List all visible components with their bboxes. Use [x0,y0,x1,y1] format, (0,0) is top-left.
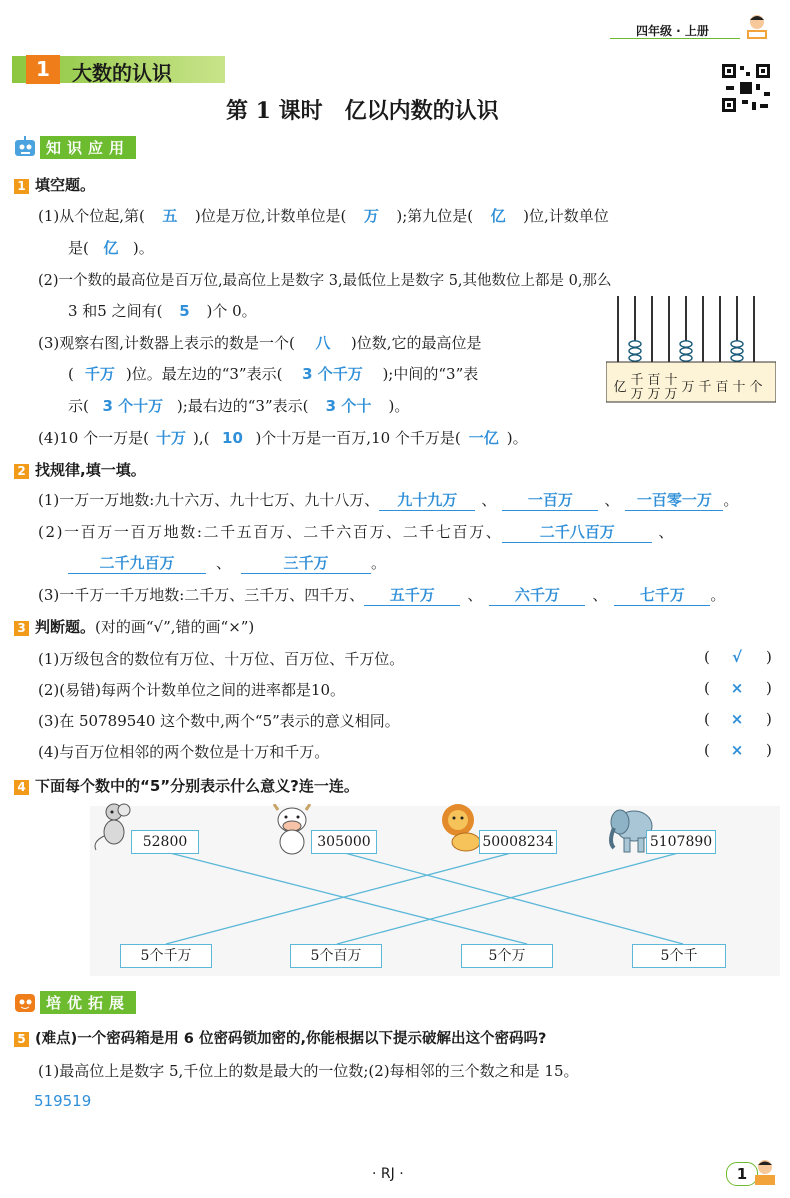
grade-label: 四年级 · 上册 [636,24,709,38]
text: 。 [371,554,387,572]
q3-hint: (对的画“√”,错的画“×”) [95,618,255,636]
judge-answer: × [730,741,744,759]
text: 、 [592,586,608,604]
text: 、 [467,586,483,604]
text: )个十万是一百万,10 个千万是( [255,429,461,447]
q2-title: 找规律,填一填。 [35,461,146,479]
abacus-place-label: 万 [681,380,695,395]
q4-title: 下面每个数中的“5”分别表示什么意义?连一连。 [35,777,359,795]
judge-text: (3)在 50789540 这个数中,两个“5”表示的意义相同。 [38,712,400,730]
reading-kid-icon [752,1158,778,1188]
section-knowledge-label: 知识应用 [40,136,136,159]
text: (3)观察右图,计数器上表示的数是一个( [38,334,295,352]
text: 、 [604,491,620,509]
cow-icon [270,804,314,856]
text: )个 0。 [206,302,257,320]
answer: 3 个千万 [302,365,363,383]
abacus-place-label: 百 [715,380,729,395]
text: ),( [192,429,210,447]
judge-answer: × [730,710,744,728]
answer-blank: 九十九万 [379,489,475,511]
text: )位数,它的最高位是 [350,334,482,352]
q5-title: (难点)一个密码箱是用 6 位密码锁加密的,你能根据以下提示破解出这个密码吗? [35,1031,547,1047]
answer-blank: 七千万 [614,584,710,606]
answer: 一亿 [468,429,499,447]
answer-blank: 五千万 [364,584,460,606]
number-box[interactable]: 52800 [131,830,199,854]
text: 。 [710,586,726,604]
q5-heading [14,1027,546,1048]
text: )位是万位,计数单位是( [194,207,347,225]
section-advanced-label: 培优拓展 [40,991,136,1014]
judge-answer: √ [731,648,742,666]
edition-label: · RJ · [372,1166,404,1182]
meaning-box[interactable]: 5个万 [461,944,553,968]
paren: ( [704,648,710,666]
abacus-place-label: 个 [749,380,763,395]
judge-text: (1)万级包含的数位有万位、十万位、百万位、千万位。 [38,650,405,668]
paren: ) [766,679,772,697]
abacus-place-label: 千万 [630,373,644,402]
text: )。 [506,429,528,447]
q5-number: 5 [14,1032,29,1047]
meaning-box[interactable]: 5个千 [632,944,726,968]
answer: 5 [179,302,190,320]
text: 。 [723,491,739,509]
mascot-icon [12,990,38,1016]
text: (3)一千万一千万地数:二千万、三千万、四千万、 [38,586,365,604]
number-box[interactable]: 50008234 [479,830,557,854]
number-box[interactable]: 5107890 [646,830,716,854]
q1-title: 填空题。 [35,176,96,194]
text: )位。最左边的“3”表示( [125,365,283,383]
text: );第九位是( [396,207,474,225]
judge-text: (2)(易错)每两个计数单位之间的进率都是10。 [38,681,346,699]
text: ( [68,365,74,383]
paren: ( [704,741,710,759]
answer-blank: 六千万 [489,584,585,606]
text: (1)一万一万地数:九十六万、九十七万、九十八万、 [38,491,380,509]
q3-number: 3 [14,621,29,636]
answer: 十万 [155,429,186,447]
paren: ( [704,710,710,728]
text: 、 [481,491,497,509]
answer-blank: 一百万 [502,489,598,511]
answer: 千万 [84,365,115,383]
abacus-place-label: 千 [698,380,712,395]
answer: 亿 [490,207,506,225]
text: (1)从个位起,第( [38,207,145,225]
q4-number: 4 [14,780,29,795]
text: 是( [68,239,89,257]
text: 、 [658,523,674,541]
answer: 万 [363,207,379,225]
text: 示( [68,397,89,415]
text: (2)一百万一百万地数:二千五百万、二千六百万、二千七百万、 [38,523,503,541]
text: );最右边的“3”表示( [176,397,309,415]
text: (4)10 个一万是( [38,429,149,447]
answer: 亿 [103,239,119,257]
text: )位,计数单位 [523,207,609,225]
abacus-place-label: 百万 [647,373,661,402]
abacus-place-label: 亿 [613,380,627,395]
meaning-box[interactable]: 5个千万 [120,944,212,968]
answer-blank: 一百零一万 [625,489,723,511]
text: 、 [216,554,232,572]
judge-answer: × [730,679,744,697]
judge-text: (4)与百万位相邻的两个数位是十万和千万。 [38,743,330,761]
text: )。 [388,397,410,415]
answer: 3 个十万 [102,397,164,415]
unit-number: 1 [26,55,60,84]
q5-hint: (1)最高位上是数字 5,千位上的数是最大的一位数;(2)每相邻的三个数之和是 15。 [38,1062,579,1080]
answer-blank: 二千八百万 [502,521,652,543]
q2-number: 2 [14,464,29,479]
page-number: 1 [726,1162,758,1186]
q3-title: 判断题。 [35,618,96,636]
abacus-place-label: 十 [732,380,746,395]
abacus-place-label: 十万 [664,373,678,402]
answer: 五 [162,207,178,225]
text: )。 [132,239,154,257]
paren: ) [766,710,772,728]
answer: 10 [222,429,243,447]
q5-answer: 519519 [34,1092,92,1110]
paren: ) [766,648,772,666]
answer-blank: 三千万 [241,552,371,574]
text: 3 和5 之间有( [68,302,163,320]
text: (2)一个数的最高位是百万位,最高位上是数字 3,最低位上是数字 5,其他数位上都是 0,那么 [38,273,612,289]
q1-number: 1 [14,179,29,194]
answer: 3 个十 [325,397,372,415]
lesson-title: 第 1 课时 亿以内数的认识 [226,98,499,124]
paren: ( [704,679,710,697]
lion-icon [436,802,484,856]
text: );中间的“3”表 [382,365,479,383]
number-box[interactable]: 305000 [311,830,377,854]
meaning-box[interactable]: 5个百万 [290,944,382,968]
unit-title: 大数的认识 [72,61,172,85]
paren: ) [766,741,772,759]
answer-blank: 二千九百万 [68,552,206,574]
answer: 八 [315,334,331,352]
